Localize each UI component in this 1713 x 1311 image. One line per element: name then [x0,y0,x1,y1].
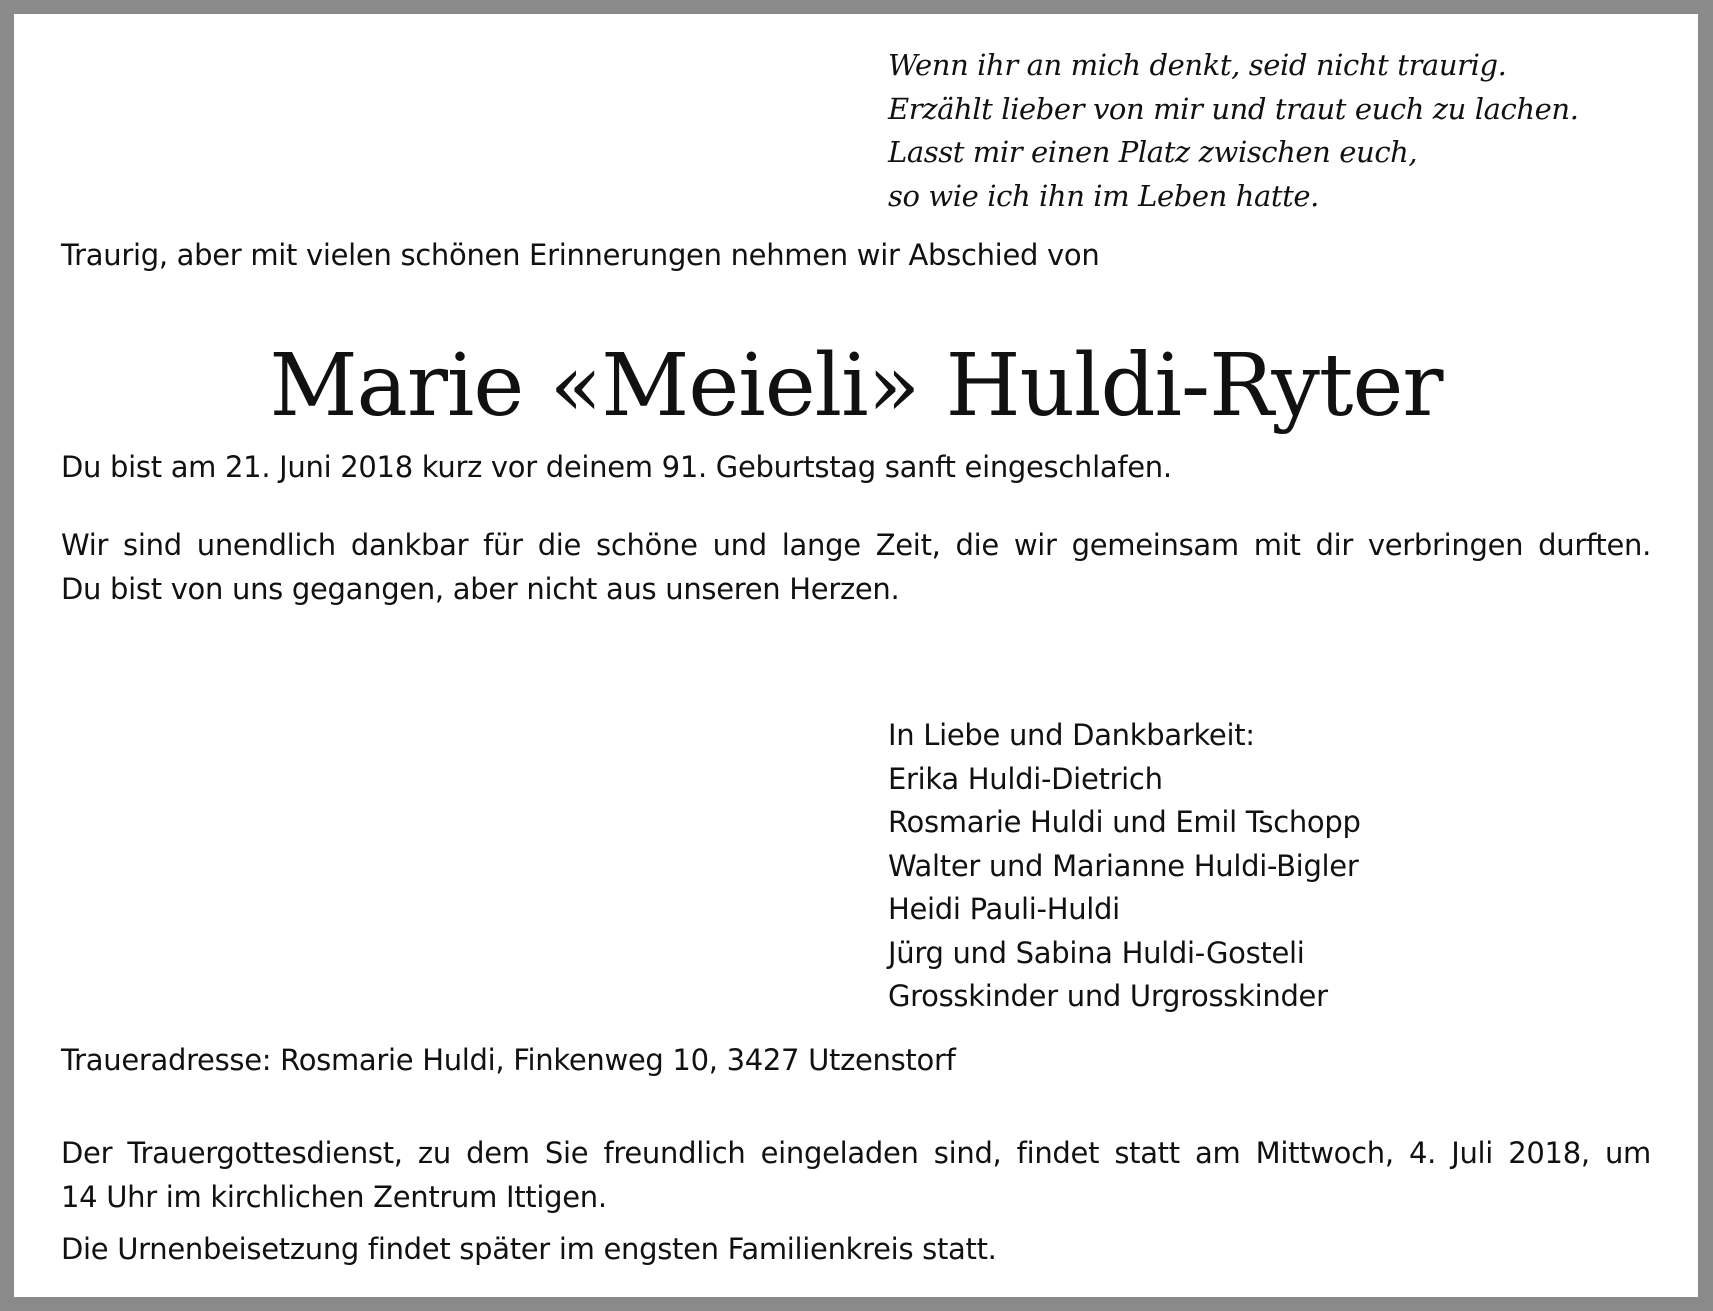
signer-name: Heidi Pauli-Huldi [888,892,1120,926]
intro-text: Traurig, aber mit vielen schönen Erinnerungen nehmen wir Abschied von [61,238,1100,272]
service-line: 14 Uhr im kirchlichen Zentrum Ittigen. [61,1179,607,1214]
obituary-page [14,14,1698,1297]
service-line: Der Trauergottesdienst, zu dem Sie freundlich eingeladen sind, findet statt am Mittwoch, 4. Juli 2018, um [61,1136,1651,1170]
signers-heading: In Liebe und Dankbarkeit: [888,718,1255,752]
poem-line: so wie ich ihn im Leben hatte. [888,178,1319,213]
poem-line: Wenn ihr an mich denkt, seid nicht traurig. [888,48,1507,82]
poem [888,44,1579,218]
gratitude-line: Wir sind unendlich dankbar für die schöne und lange Zeit, die wir gemeinsam mit dir verbringen durften. [61,528,1651,562]
poem-line: Erzählt lieber von mir und traut euch zu lachen. [888,91,1579,126]
signer-name: Walter und Marianne Huldi-Bigler [888,848,1359,883]
deceased-name: Marie «Meieli» Huldi-Ryter [269,336,1443,436]
mourning-address: Traueradresse: Rosmarie Huldi, Finkenweg 10, 3427 Utzenstorf [61,1043,956,1077]
death-notice: Du bist am 21. Juni 2018 kurz vor deinem 91. Geburtstag sanft eingeschlafen. [61,450,1172,484]
service-paragraph [61,1132,1651,1219]
signer-name: Rosmarie Huldi und Emil Tschopp [888,805,1361,839]
gratitude-line: Du bist von uns gegangen, aber nicht aus unseren Herzen. [61,571,900,606]
signer-name: Jürg und Sabina Huldi-Gosteli [888,935,1305,970]
poem-line: Lasst mir einen Platz zwischen euch, [888,135,1418,169]
burial-note: Die Urnenbeisetzung findet später im engsten Familienkreis statt. [61,1232,997,1266]
signer-name: Erika Huldi-Dietrich [888,761,1163,796]
signer-name: Grosskinder und Urgrosskinder [888,979,1328,1013]
signers-block [888,714,1361,1019]
gratitude-paragraph [61,524,1651,611]
